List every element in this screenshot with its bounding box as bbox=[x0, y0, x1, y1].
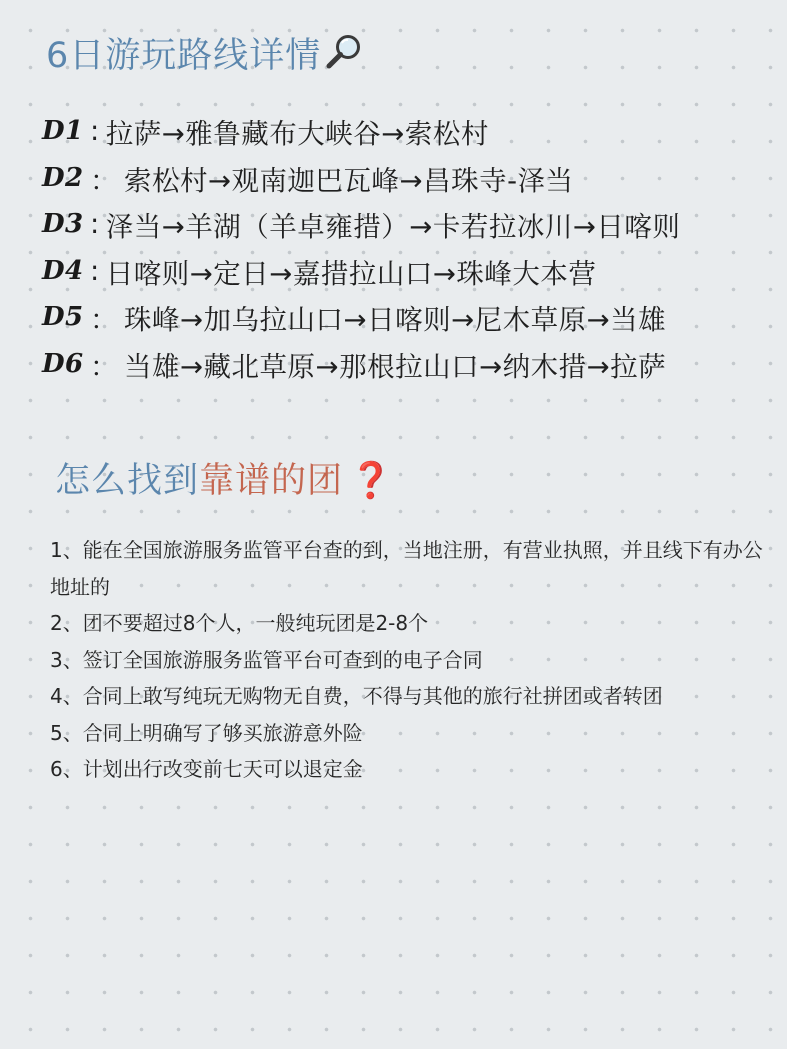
tips-list bbox=[50, 532, 765, 788]
day-separator: : bbox=[90, 115, 100, 148]
day-route: 当雄→藏北草原→那根拉山口→纳木措→拉萨 bbox=[124, 350, 667, 383]
day-separator: ： bbox=[90, 304, 118, 337]
day-label: D4 bbox=[42, 255, 84, 286]
day-label: D2 bbox=[42, 162, 84, 193]
day-separator: ： bbox=[90, 164, 118, 197]
day-route: 泽当→羊湖（羊卓雍措）→卡若拉冰川→日喀则 bbox=[105, 211, 681, 244]
itinerary-list bbox=[42, 108, 782, 387]
tip-item: 6、计划出行改变前七天可以退定金 bbox=[50, 757, 363, 781]
day-separator: : bbox=[90, 208, 100, 241]
itinerary-day-2 bbox=[42, 155, 782, 202]
itinerary-day-4 bbox=[42, 248, 782, 295]
itinerary-day-5 bbox=[42, 294, 782, 341]
tip-item: 1、能在全国旅游服务监管平台查的到，当地注册，有营业执照，并且线下有办公地址的 bbox=[50, 538, 763, 599]
tips-title-prefix: 怎么找到 bbox=[55, 461, 200, 501]
day-route: 拉萨→雅鲁藏布大峡谷→索松村 bbox=[105, 118, 489, 151]
day-label: D5 bbox=[42, 302, 84, 333]
question-mark-icon: ❓ bbox=[349, 461, 394, 501]
tip-item: 4、合同上敢写纯玩无购物无自费，不得与其他的旅行社拼团或者转团 bbox=[50, 684, 663, 708]
day-separator: : bbox=[90, 254, 100, 287]
itinerary-title-text: 6日游玩路线详情 bbox=[46, 36, 322, 76]
itinerary-day-3 bbox=[42, 201, 782, 248]
day-route: 索松村→观南迦巴瓦峰→昌珠寺-泽当 bbox=[124, 164, 574, 197]
day-separator: ： bbox=[90, 350, 118, 383]
itinerary-day-1 bbox=[42, 108, 782, 155]
day-route: 珠峰→加乌拉山口→日喀则→尼木草原→当雄 bbox=[124, 304, 667, 337]
day-label: D1 bbox=[42, 116, 84, 147]
day-route: 日喀则→定日→嘉措拉山口→珠峰大本营 bbox=[105, 257, 597, 290]
tip-item: 2、团不要超过8个人，一般纯玩团是2-8个 bbox=[50, 611, 429, 635]
tip-item: 5、合同上明确写了够买旅游意外险 bbox=[50, 720, 363, 745]
day-label: D3 bbox=[42, 209, 84, 240]
day-label: D6 bbox=[42, 348, 84, 379]
itinerary-day-6 bbox=[42, 341, 782, 388]
itinerary-title bbox=[46, 28, 365, 83]
tips-title-highlight: 靠谱的团 bbox=[199, 461, 344, 501]
tip-item: 3、签订全国旅游服务监管平台可查到的电子合同 bbox=[50, 647, 483, 672]
tips-title bbox=[55, 453, 394, 503]
magnifier-icon bbox=[323, 32, 365, 83]
